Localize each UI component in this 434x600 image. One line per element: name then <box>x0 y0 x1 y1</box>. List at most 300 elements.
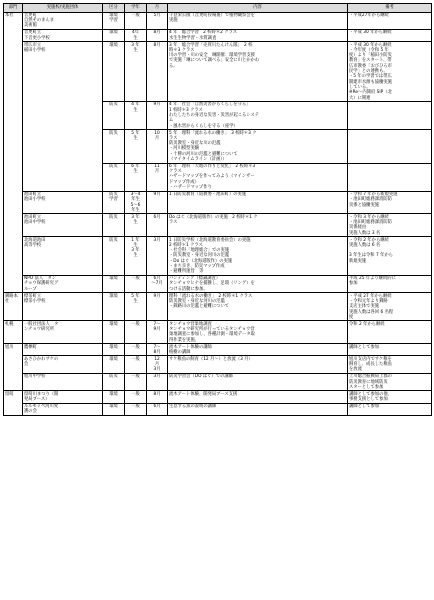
cat-line: 環境 <box>109 344 118 350</box>
grade-line: 一般 <box>131 356 140 362</box>
notes-line: 講師として参加 <box>349 403 380 409</box>
month-line: 6月 <box>153 276 161 282</box>
month-line: 5月 <box>153 12 161 18</box>
cat-line: 環境 <box>109 42 118 48</box>
notes-cell <box>348 275 432 292</box>
grade-cell <box>125 237 147 276</box>
notes-cell <box>348 344 432 356</box>
month-line: 3月 <box>153 237 161 243</box>
org-line: 池田町立 <box>24 214 42 220</box>
notes-cell <box>348 237 432 276</box>
month-line: 9月 <box>153 327 161 333</box>
org-line: 標茶小学校 <box>24 298 46 304</box>
notes-cell <box>348 403 432 415</box>
notes-line: 新規実施 <box>349 258 367 264</box>
table-row <box>4 321 432 344</box>
org-cell <box>23 275 103 292</box>
table-row <box>4 12 432 29</box>
content-line: ラス <box>169 220 178 226</box>
grade-line: 一般 <box>131 12 140 18</box>
table-row <box>4 293 432 321</box>
content-cell <box>168 391 348 403</box>
notes-cell <box>348 30 432 42</box>
grade-line: 一般 <box>131 391 140 397</box>
month-cell <box>147 403 168 415</box>
org-line: 自然そのまんま <box>24 18 55 24</box>
notes-line: 度）より「稲田小防災 <box>349 53 392 59</box>
content-cell <box>168 191 348 214</box>
category-cell <box>103 130 125 163</box>
content-line: 実施 <box>169 18 178 24</box>
content-line: ・防災教室・身近な河川の氾濫 <box>169 253 230 259</box>
content-cell <box>168 237 348 276</box>
notes-line: 講師として参加 <box>349 344 380 350</box>
activity-table-sheet <box>3 3 431 416</box>
grade-cell <box>125 130 147 163</box>
cat-line: 環境 <box>109 321 118 327</box>
grade-line: 一般 <box>131 403 140 409</box>
grade-line: 4 年 <box>131 102 140 108</box>
notes-line: 平成 25 年より継続的に <box>349 276 396 282</box>
content-line: サケ稚魚の飼育（12 月～）と放流（3 月） <box>169 356 253 362</box>
grade-cell <box>125 12 147 29</box>
table-row <box>4 344 432 356</box>
cat-line: 学習 <box>109 197 118 203</box>
notes-line: ・令和 2 年から継続 <box>349 237 389 243</box>
grade-line: 3～4 <box>130 191 141 197</box>
content-line: ・釧路川の氾濫と避難について <box>169 304 230 310</box>
grade-line: 生 <box>133 253 138 259</box>
content-cell <box>168 130 348 163</box>
category-cell <box>103 214 125 237</box>
content-line: 6 年 理科「大地の作りと変化」 2 校時＊3 <box>169 163 256 169</box>
notes-line: 旭川支店内でサケ稚を <box>349 356 392 362</box>
grade-line: 1 年 <box>131 237 140 243</box>
org-line: 音更町立 <box>24 30 42 36</box>
notes-cell <box>348 163 432 191</box>
content-cell <box>168 42 348 102</box>
grade-line: 3 年 <box>131 42 140 48</box>
month-line: 9月 <box>153 293 161 299</box>
org-cell <box>23 12 103 29</box>
grade-line: 一般 <box>131 276 140 282</box>
content-line: ・河川模型実験 <box>169 146 200 152</box>
org-cell <box>23 373 103 390</box>
grade-cell <box>125 344 147 356</box>
notes-line: 事務支援として参加 <box>349 396 388 402</box>
month-cell <box>147 163 168 191</box>
category-cell <box>103 403 125 415</box>
notes-line: 教育」をスタート、帯 <box>349 58 392 64</box>
grade-cell <box>125 356 147 373</box>
notes-line: 大）に関連 <box>349 95 371 101</box>
grade-cell <box>125 163 147 191</box>
table-row <box>4 356 432 373</box>
cat-line: 防災 <box>109 237 118 243</box>
category-cell <box>103 237 125 276</box>
org-line: 下音更小学校 <box>24 35 50 41</box>
notes-line: 飼育し、成長した稚魚 <box>349 362 392 368</box>
content-line: ・風水害からくらしを守る（座学） <box>169 123 238 129</box>
grade-line: 5 年 <box>131 130 140 136</box>
org-cell <box>23 391 103 403</box>
category-cell <box>103 373 125 390</box>
notes-line: ・令和 3 年から継続 <box>349 214 389 220</box>
org-line: 池田小学校 <box>24 197 46 203</box>
category-cell <box>103 344 125 356</box>
table-body <box>4 12 432 415</box>
cat-line: 防災 <box>109 163 118 169</box>
notes-line: 実施人数は 3 名 <box>349 230 381 236</box>
org-line: 護の会 <box>24 409 37 415</box>
month-cell <box>147 191 168 214</box>
content-line: ・Do はぐ（北海道版作）の実施 <box>169 258 233 264</box>
grade-cell <box>125 391 147 403</box>
content-line: ・避難所運営 等 <box>169 269 204 275</box>
category-cell <box>103 12 125 29</box>
category-cell <box>103 356 125 373</box>
content-cell <box>168 293 348 321</box>
notes-line: 参加 <box>349 281 358 287</box>
grade-cell <box>125 102 147 130</box>
month-line: 8月 <box>153 391 161 397</box>
content-line: 防災教室・身近な川の氾濫 <box>169 141 221 147</box>
table-row <box>4 42 432 102</box>
content-line: クラス <box>169 169 182 175</box>
notes-line: ※Re～内開府 SIP（北 <box>349 90 392 96</box>
org-line: ループ <box>24 286 37 292</box>
content-line: ・ハザードマップ作り <box>169 185 212 191</box>
notes-line: ・平成 27 年から継続 <box>349 293 392 299</box>
notes-cell <box>348 373 432 390</box>
table-row <box>4 373 432 390</box>
grade-cell <box>125 214 147 237</box>
content-line: 巣地調査に参加し、各種計測・環境データ取 <box>169 332 255 338</box>
content-line: ・十勝の河川の氾濫と避難について <box>169 151 238 157</box>
grade-line: 6 年 <box>131 163 140 169</box>
grade-line: 一般 <box>131 321 140 327</box>
month-cell <box>147 321 168 344</box>
org-cell <box>23 403 103 415</box>
notes-cell <box>348 102 432 130</box>
content-line: 時＊3 クラス <box>169 47 195 53</box>
activity-table <box>3 3 432 416</box>
org-cell <box>23 237 103 276</box>
content-line: 1 校時＊3 クラス <box>169 107 203 113</box>
grade-line: 5 年 <box>131 293 140 299</box>
grade-cell <box>125 42 147 102</box>
org-cell <box>23 321 103 344</box>
grade-cell <box>125 321 147 344</box>
grade-line: 生 <box>133 135 138 141</box>
category-cell <box>103 102 125 130</box>
notes-line: 令和 2 年から継続 <box>349 321 385 327</box>
month-line: 12 <box>154 356 160 362</box>
notes-line: 3 年生は令和 7 年から <box>349 253 393 259</box>
header-content: 内容 <box>168 4 348 13</box>
category-cell <box>103 42 125 102</box>
notes-line: 支店主体で実施 <box>349 304 380 310</box>
notes-line: ・平成 30 年から継続 <box>349 42 392 48</box>
notes-cell <box>348 130 432 163</box>
grade-cell <box>125 403 147 415</box>
notes-line: ・平成27年から継続 <box>349 12 389 18</box>
header-dept: 部門 <box>4 4 23 13</box>
org-line: 高等学校 <box>24 242 42 248</box>
month-line: ～7月 <box>151 281 163 287</box>
org-line: 稲田小学校 <box>24 47 46 53</box>
org-line: チョウ保護研究グ <box>24 281 59 287</box>
org-line: ルルモッペ河川愛 <box>24 403 59 409</box>
category-cell <box>103 321 125 344</box>
dept-cell: 札幌 <box>4 321 23 344</box>
notes-line: 災係経由 <box>349 225 367 231</box>
month-cell <box>147 391 168 403</box>
month-cell <box>147 293 168 321</box>
cat-line: 防災 <box>109 130 118 136</box>
org-cell <box>23 42 103 191</box>
content-line: 植樹の講師 <box>169 349 191 355</box>
content-line: 千登栄公園（音更町役場裏）で植物観察会を <box>169 12 255 18</box>
dept-cell: 釧路本社 <box>4 293 23 321</box>
content-line: 川の学習・川の安全 琳開催：環境学習支援 <box>169 53 255 59</box>
content-line: ハザードマップを作ってみよう（マインザー <box>169 174 255 180</box>
table-row <box>4 403 432 415</box>
cat-line: 環境 <box>109 403 118 409</box>
content-line: ・社会科「地理総合」での実施 <box>169 248 230 254</box>
cat-line: 防災 <box>109 214 118 220</box>
cat-line: 環境 <box>109 356 118 362</box>
content-line: 流木アート体験の講師 <box>169 344 212 350</box>
month-line: 月 <box>154 169 160 175</box>
content-line: 4 年 社会「自然災害からくらしを守る」 <box>169 102 251 108</box>
notes-line: 度 <box>349 314 354 320</box>
org-line: 池田中学校 <box>24 220 46 226</box>
table-row <box>4 391 432 403</box>
month-cell <box>147 102 168 130</box>
content-cell <box>168 356 348 373</box>
notes-line: している。 <box>349 84 371 90</box>
notes-line: 実施人数は各回 6 名程 <box>349 309 394 315</box>
month-cell <box>147 12 168 29</box>
org-line: あさひかわサケの <box>24 356 59 362</box>
grade-line: 3 年 <box>131 248 140 254</box>
cat-line: 学習 <box>109 18 118 24</box>
content-line: 1 日防災学校（北海道教育委員会）の実施 <box>169 237 251 243</box>
content-cell <box>168 403 348 415</box>
table-header-row <box>4 4 432 13</box>
notes-cell <box>348 293 432 321</box>
category-cell <box>103 391 125 403</box>
content-line: 得作業を実施。 <box>169 337 200 343</box>
grade-cell <box>125 293 147 321</box>
notes-cell <box>348 391 432 403</box>
notes-line: スターとして参加 <box>349 384 384 390</box>
month-cell <box>147 214 168 237</box>
org-cell <box>23 344 103 356</box>
category-cell <box>103 163 125 191</box>
org-line: 鷹栖町 <box>24 344 37 350</box>
notes-line: 実施人数は 6 名 <box>349 242 381 248</box>
grade-line: 生 <box>133 47 138 53</box>
grade-line: 生 <box>133 220 138 226</box>
org-cell <box>23 191 103 214</box>
notes-line: ・平成 30 年から継続 <box>349 30 392 36</box>
grade-line: 生 <box>133 242 138 248</box>
cat-line: 環境 <box>109 293 118 299</box>
content-line: ・まち歩き、防災マップ作成 <box>169 264 225 269</box>
dept-cell: 旭川 <box>4 344 23 391</box>
content-line: 3 年 総合学習「売買川たんけん隊」 2 校 <box>169 42 253 48</box>
content-line: 4 年 総合学習 2 校時＊2 クラス <box>169 30 238 36</box>
month-line: 11 <box>154 163 160 169</box>
content-line: 生息する魚の説明の講師 <box>169 403 217 409</box>
month-line: 8月 <box>153 30 161 36</box>
content-line: 防災教室・身近な河川の氾濫 <box>169 298 225 304</box>
notes-line: 開建市水源も協働実施 <box>349 79 392 85</box>
notes-line: ・令和元年より釧路 <box>349 298 388 304</box>
month-line: 9月 <box>153 102 161 108</box>
notes-line: 防災教育に地域防災 <box>349 379 388 385</box>
cat-line: 防災 <box>109 374 118 380</box>
content-line: 防災学習会（DO はぐ）での講師 <box>169 374 233 380</box>
notes-line: 広市教委「おびひろ市 <box>349 63 392 69</box>
notes-line: 民学」との連携も。 <box>349 69 388 75</box>
notes-cell <box>348 12 432 29</box>
table-row <box>4 237 432 276</box>
month-line: 7～ <box>153 321 161 327</box>
cat-line: 防災 <box>109 102 118 108</box>
month-cell <box>147 130 168 163</box>
notes-line: ・今年度（令和 5 年 <box>349 47 389 53</box>
month-line: 6月 <box>153 214 161 220</box>
cat-line: 環境 <box>109 12 118 18</box>
org-line: 池田町立 <box>24 191 42 197</box>
content-line: 1 日防災教育（道教委・池田町）の実施 <box>169 191 247 197</box>
table-row <box>4 275 432 292</box>
content-cell <box>168 102 348 130</box>
dept-cell: 留萌 <box>4 391 23 415</box>
notes-line: を放流 <box>349 367 362 373</box>
notes-line: 講師として参加の他、 <box>349 391 392 397</box>
month-line: 3月 <box>153 367 161 373</box>
content-line: 2 校時＊1 クラス <box>169 242 203 248</box>
category-cell <box>103 275 125 292</box>
content-cell <box>168 30 348 42</box>
month-cell <box>147 373 168 390</box>
content-line: タンチョウ研究所が行っているタンチョウ営 <box>169 327 255 333</box>
notes-line: 災係と協働実施 <box>349 202 380 208</box>
month-line: 10 <box>154 130 160 136</box>
header-grade: 学年 <box>125 4 147 13</box>
org-cell <box>23 293 103 321</box>
month-cell <box>147 237 168 276</box>
header-notes: 備考 <box>348 4 432 13</box>
table-row <box>4 191 432 214</box>
header-month: 月 <box>147 4 168 13</box>
notes-cell <box>348 321 432 344</box>
month-line: 月 <box>154 135 160 141</box>
org-cell <box>23 214 103 237</box>
content-line: ドマップ作成） <box>169 179 199 185</box>
content-line: ム <box>169 118 174 124</box>
month-line: 月 <box>154 362 160 368</box>
content-line: わたしたちの身近な災害・災害が起こるシステ <box>169 113 260 119</box>
month-line: 9月 <box>153 191 161 197</box>
table-row <box>4 214 432 237</box>
content-line: Do はぐ（北海道版作）の実施 2 校時＊1 ク <box>169 214 258 220</box>
cat-line: 環境 <box>109 30 118 36</box>
grade-cell <box>125 275 147 292</box>
org-line: 一般社団法人 タ <box>24 321 59 327</box>
header-category: 区分 <box>103 4 125 13</box>
notes-line: ・池田町総務課消防防 <box>349 197 392 203</box>
grade-cell <box>125 191 147 214</box>
org-line: 音更町 <box>24 12 37 18</box>
content-line: 5 年 理科「流れる水の働き」 3 校時＊3 ク <box>169 130 257 136</box>
header-org: 実施校/実施団体 <box>23 4 103 13</box>
notes-line: ・5 年の学習では帯広 <box>349 74 392 80</box>
content-line: ラス <box>169 135 178 141</box>
grade-line: 一般 <box>131 374 140 380</box>
content-line: 水生生物学習・水質調査 <box>169 35 217 41</box>
notes-cell <box>348 356 432 373</box>
grade-cell <box>125 373 147 390</box>
grade-line: 生 <box>133 35 138 41</box>
content-line: タンチョウ営巣地調査 <box>169 321 212 327</box>
content-cell <box>168 163 348 191</box>
month-cell <box>147 275 168 292</box>
content-line: （マイタイムライン（計画）） <box>169 156 227 162</box>
notes-line: 上川総合振興局上郡の <box>349 374 392 380</box>
month-cell <box>147 42 168 102</box>
month-cell <box>147 344 168 356</box>
notes-line: ・令和 7 年から新規実施 <box>349 191 398 197</box>
month-line: 3月 <box>153 374 161 380</box>
content-cell <box>168 321 348 344</box>
notes-line: ・池田町総務課消防防 <box>349 220 392 226</box>
org-line: 北海道池田 <box>24 237 46 243</box>
content-cell <box>168 275 348 292</box>
content-line: バンディング（標識調査） <box>169 276 221 282</box>
category-cell <box>103 30 125 42</box>
content-cell <box>168 12 348 29</box>
category-cell <box>103 191 125 214</box>
dept-cell: 本社 <box>4 12 23 293</box>
content-line: で実施「琳について調べる」安全に川とかかわ <box>169 58 260 64</box>
org-line: 美術館 <box>24 23 37 29</box>
cat-line: 防災 <box>109 191 118 197</box>
category-cell <box>103 293 125 321</box>
grade-line: 3 年 <box>131 214 140 220</box>
content-line: 理科「流れる水の働き」 2 校時＊1 クラス <box>169 293 253 299</box>
grade-line: 一般 <box>131 344 140 350</box>
month-line: 6月 <box>153 403 161 409</box>
table-row <box>4 30 432 42</box>
org-line: 留萌川まつり（開 <box>24 391 59 397</box>
grade-line: 生 <box>133 298 138 304</box>
content-cell <box>168 214 348 237</box>
month-line: 8月 <box>153 349 161 355</box>
org-line: ンチョウ研究所 <box>24 327 54 333</box>
content-line: タンチョウヒナを捕獲し、足環（リング）を <box>169 281 255 287</box>
grade-line: 4年 <box>131 30 140 36</box>
org-line: 旭川中学校 <box>24 374 46 380</box>
notes-cell <box>348 214 432 237</box>
grade-cell <box>125 30 147 42</box>
org-cell <box>23 356 103 373</box>
org-line: 標茶町立 <box>24 293 42 299</box>
